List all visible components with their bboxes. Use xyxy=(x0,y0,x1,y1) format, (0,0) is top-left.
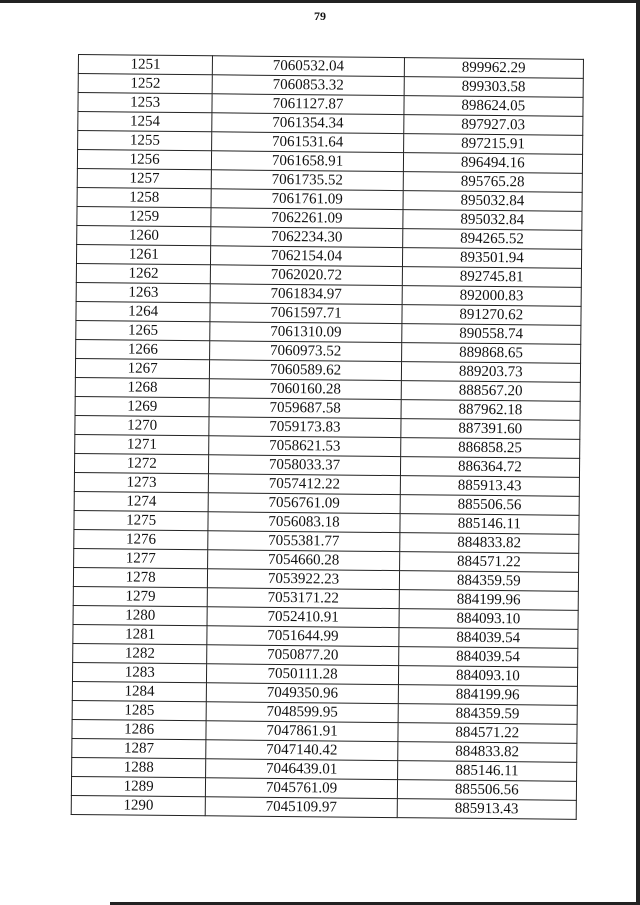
point-number-cell: 1265 xyxy=(76,320,211,340)
point-number-cell: 1280 xyxy=(73,605,208,625)
point-number-cell: 1251 xyxy=(78,55,213,75)
x-coordinate-cell: 7045761.09 xyxy=(206,778,397,799)
point-number-cell: 1288 xyxy=(72,757,207,777)
x-coordinate-cell: 7057412.22 xyxy=(209,474,400,495)
point-number-cell: 1269 xyxy=(75,396,210,416)
point-number-cell: 1263 xyxy=(76,282,211,302)
x-coordinate-cell: 7060160.28 xyxy=(210,379,401,400)
point-number-cell: 1266 xyxy=(76,339,211,359)
x-coordinate-cell: 7058033.37 xyxy=(209,455,400,476)
x-coordinate-cell: 7046439.01 xyxy=(206,759,397,780)
coordinate-table-wrapper xyxy=(71,54,584,820)
y-coordinate-cell: 889868.65 xyxy=(401,343,581,364)
y-coordinate-cell: 886364.72 xyxy=(400,457,580,478)
y-coordinate-cell: 884093.10 xyxy=(398,666,578,687)
x-coordinate-cell: 7056761.09 xyxy=(208,493,399,514)
scan-edge-top xyxy=(0,0,640,3)
x-coordinate-cell: 7061354.34 xyxy=(212,113,403,134)
y-coordinate-cell: 884039.54 xyxy=(398,647,578,668)
x-coordinate-cell: 7059173.83 xyxy=(209,417,400,438)
y-coordinate-cell: 884039.54 xyxy=(398,628,578,649)
y-coordinate-cell: 887391.60 xyxy=(400,419,580,440)
y-coordinate-cell: 892745.81 xyxy=(402,267,582,288)
x-coordinate-cell: 7058621.53 xyxy=(209,436,400,457)
x-coordinate-cell: 7059687.58 xyxy=(209,398,400,419)
x-coordinate-cell: 7060589.62 xyxy=(210,360,401,381)
point-number-cell: 1290 xyxy=(71,795,206,815)
y-coordinate-cell: 884833.82 xyxy=(397,742,577,763)
x-coordinate-cell: 7056083.18 xyxy=(208,512,399,533)
coordinate-table xyxy=(71,54,584,820)
x-coordinate-cell: 7061127.87 xyxy=(212,94,403,115)
x-coordinate-cell: 7061834.97 xyxy=(210,284,401,305)
point-number-cell: 1281 xyxy=(73,624,208,644)
y-coordinate-cell: 885146.11 xyxy=(400,514,580,535)
point-number-cell: 1285 xyxy=(72,700,207,720)
y-coordinate-cell: 888567.20 xyxy=(401,381,581,402)
y-coordinate-cell: 892000.83 xyxy=(402,286,582,307)
x-coordinate-cell: 7055381.77 xyxy=(208,531,399,552)
point-number-cell: 1270 xyxy=(75,415,210,435)
x-coordinate-cell: 7050111.28 xyxy=(207,664,398,685)
y-coordinate-cell: 884199.96 xyxy=(399,590,579,611)
point-number-cell: 1273 xyxy=(74,472,209,492)
point-number-cell: 1253 xyxy=(78,93,213,113)
x-coordinate-cell: 7061597.71 xyxy=(210,303,401,324)
point-number-cell: 1254 xyxy=(78,112,213,132)
y-coordinate-cell: 895032.84 xyxy=(403,191,583,212)
x-coordinate-cell: 7061531.64 xyxy=(212,132,403,153)
y-coordinate-cell: 884359.59 xyxy=(399,571,579,592)
y-coordinate-cell: 884833.82 xyxy=(399,533,579,554)
point-number-cell: 1276 xyxy=(74,529,209,549)
y-coordinate-cell: 885913.43 xyxy=(400,476,580,497)
point-number-cell: 1284 xyxy=(72,681,207,701)
point-number-cell: 1262 xyxy=(76,263,211,283)
x-coordinate-cell: 7053171.22 xyxy=(208,588,399,609)
y-coordinate-cell: 899962.29 xyxy=(404,58,584,79)
y-coordinate-cell: 885913.43 xyxy=(397,799,577,820)
point-number-cell: 1255 xyxy=(78,131,213,151)
x-coordinate-cell: 7049350.96 xyxy=(207,683,398,704)
coordinate-table-body xyxy=(71,55,583,820)
point-number-cell: 1260 xyxy=(77,225,212,245)
y-coordinate-cell: 885506.56 xyxy=(397,780,577,801)
y-coordinate-cell: 885146.11 xyxy=(397,761,577,782)
y-coordinate-cell: 897215.91 xyxy=(403,134,583,155)
y-coordinate-cell: 884093.10 xyxy=(399,609,579,630)
y-coordinate-cell: 884571.22 xyxy=(399,552,579,573)
point-number-cell: 1259 xyxy=(77,206,212,226)
x-coordinate-cell: 7062261.09 xyxy=(211,208,402,229)
y-coordinate-cell: 896494.16 xyxy=(403,153,583,174)
x-coordinate-cell: 7062234.30 xyxy=(211,227,402,248)
x-coordinate-cell: 7047861.91 xyxy=(206,721,397,742)
point-number-cell: 1252 xyxy=(78,74,213,94)
point-number-cell: 1275 xyxy=(74,510,209,530)
x-coordinate-cell: 7047140.42 xyxy=(206,740,397,761)
x-coordinate-cell: 7060853.32 xyxy=(212,75,403,96)
x-coordinate-cell: 7062154.04 xyxy=(211,246,402,267)
y-coordinate-cell: 891270.62 xyxy=(402,305,582,326)
point-number-cell: 1261 xyxy=(76,244,211,264)
point-number-cell: 1267 xyxy=(75,358,210,378)
y-coordinate-cell: 889203.73 xyxy=(401,362,581,383)
y-coordinate-cell: 897927.03 xyxy=(403,115,583,136)
y-coordinate-cell: 895765.28 xyxy=(403,172,583,193)
point-number-cell: 1274 xyxy=(74,491,209,511)
point-number-cell: 1256 xyxy=(77,150,212,170)
y-coordinate-cell: 884359.59 xyxy=(398,704,578,725)
y-coordinate-cell: 899303.58 xyxy=(404,77,584,98)
point-number-cell: 1277 xyxy=(74,548,209,568)
y-coordinate-cell: 894265.52 xyxy=(402,229,582,250)
y-coordinate-cell: 886858.25 xyxy=(400,438,580,459)
x-coordinate-cell: 7050877.20 xyxy=(207,645,398,666)
point-number-cell: 1257 xyxy=(77,168,212,188)
point-number-cell: 1286 xyxy=(72,719,207,739)
point-number-cell: 1279 xyxy=(73,586,208,606)
x-coordinate-cell: 7052410.91 xyxy=(207,607,398,628)
x-coordinate-cell: 7045109.97 xyxy=(206,797,397,818)
point-number-cell: 1272 xyxy=(74,453,209,473)
x-coordinate-cell: 7048599.95 xyxy=(206,702,397,723)
x-coordinate-cell: 7053922.23 xyxy=(208,569,399,590)
point-number-cell: 1271 xyxy=(75,434,210,454)
y-coordinate-cell: 895032.84 xyxy=(402,210,582,231)
x-coordinate-cell: 7054660.28 xyxy=(208,550,399,571)
y-coordinate-cell: 885506.56 xyxy=(400,495,580,516)
point-number-cell: 1283 xyxy=(72,662,207,682)
scan-edge-right xyxy=(636,0,640,905)
x-coordinate-cell: 7061761.09 xyxy=(211,189,402,210)
point-number-cell: 1264 xyxy=(76,301,211,321)
y-coordinate-cell: 884571.22 xyxy=(398,723,578,744)
y-coordinate-cell: 898624.05 xyxy=(404,96,584,117)
y-coordinate-cell: 884199.96 xyxy=(398,685,578,706)
y-coordinate-cell: 893501.94 xyxy=(402,248,582,269)
y-coordinate-cell: 890558.74 xyxy=(401,324,581,345)
y-coordinate-cell: 887962.18 xyxy=(401,400,581,421)
point-number-cell: 1287 xyxy=(72,738,207,758)
point-number-cell: 1278 xyxy=(73,567,208,587)
x-coordinate-cell: 7060532.04 xyxy=(213,56,404,77)
point-number-cell: 1289 xyxy=(71,776,206,796)
x-coordinate-cell: 7061310.09 xyxy=(210,322,401,343)
x-coordinate-cell: 7051644.99 xyxy=(207,626,398,647)
x-coordinate-cell: 7061658.91 xyxy=(212,151,403,172)
point-number-cell: 1282 xyxy=(73,643,208,663)
point-number-cell: 1258 xyxy=(77,187,212,207)
x-coordinate-cell: 7061735.52 xyxy=(212,170,403,191)
x-coordinate-cell: 7060973.52 xyxy=(210,341,401,362)
page-number: 79 xyxy=(314,9,326,23)
point-number-cell: 1268 xyxy=(75,377,210,397)
x-coordinate-cell: 7062020.72 xyxy=(211,265,402,286)
